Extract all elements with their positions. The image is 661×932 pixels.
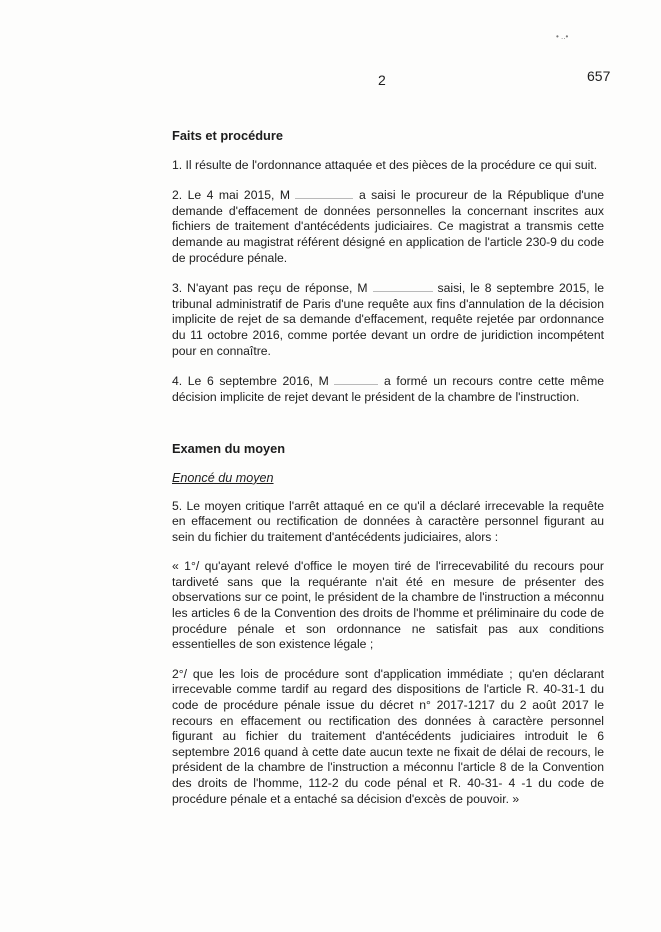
paragraph-2-rest: a saisi le procureur de la République d'une demande d'effacement de données personnelles la concernant inscrites aux fichiers de traitement d'antécédents judiciaires. Ce magistrat a transmis cette demande au magistrat référent désigné en application de l'article 230-9 du code de procédure pénale. [172,188,605,265]
document-body [172,128,604,821]
paragraph-3-start: 3. N'ayant pas reçu de réponse, M [172,281,368,296]
paragraph-3 [172,280,604,359]
subsection-title-enonce: Enoncé du moyen [172,470,274,485]
redacted-name [373,280,433,292]
paragraph-1: 1. Il résulte de l'ordonnance attaquée et des pièces de la procédure ce qui suit. [172,157,598,172]
redacted-name [295,187,353,199]
paragraph-5: 5. Le moyen critique l'arrêt attaqué en ce qu'il a déclaré irrecevable la requête en effacement ou rectification de données à caractère personnel figurant au sein du fichier du traitement d'antécédents judiciaires, alors : [172,498,604,544]
paragraph-2 [172,187,604,266]
corner-mark: • ..• [556,32,569,41]
paragraph-4 [172,373,604,405]
paragraph-3-rest: saisi, le 8 septembre 2015, le tribunal administratif de Paris d'une requête aux fins d'annulation de la décision implicite de rejet de sa demande d'effacement, requête rejetée par ordonnance du 11 octobre 2016, comme portée devant un ordre de juridiction incompétent pour en connaître. [172,281,604,358]
paragraph-2-start: 2. Le 4 mai 2015, M [172,188,291,203]
section-title-faits: Faits et procédure [172,128,283,143]
section-title-examen: Examen du moyen [172,441,286,457]
quote-point-2: 2°/ que les lois de procédure sont d'application immédiate ; qu'en déclarant irrecevable comme tardif au regard des dispositions de l'article R. 40-31-1 du code de procédure pénale issue du décret n° 2017-1217 du 2 août 2017 le recours en effacement ou rectification des données à caractère personnel figurant au fichier du traitement d'antécédents judiciaires introduit le 6 septembre 2016 quand à cette date aucun texte ne fixait de délai de recours, le président de la chambre de l'instruction a méconnu l'article 8 de la Convention des droits de l'homme, 112-2 du code pénal et R. 40-31- 4 -1 du code de procédure pénale et a entaché sa décision d'excès de pouvoir. » [172,666,604,806]
document-number: 657 [587,68,611,84]
quote-point-1: « 1°/ qu'ayant relevé d'office le moyen tiré de l'irrecevabilité du recours pour tardiveté sans que la requérante n'ait été en mesure de présenter des observations sur ce point, le président de la chambre de l'instruction a méconnu les articles 6 de la Convention des droits de l'homme et préliminaire du code de procédure pénale et son ordonnance ne satisfait pas aux conditions essentielles de son existence légale ; [172,559,604,652]
paragraph-4-rest: a formé un recours contre cette même décision implicite de rejet devant le président de la chambre de l'instruction. [172,374,605,404]
page-number: 2 [378,72,386,88]
paragraph-4-start: 4. Le 6 septembre 2016, M [172,374,329,389]
redacted-name [334,373,378,385]
